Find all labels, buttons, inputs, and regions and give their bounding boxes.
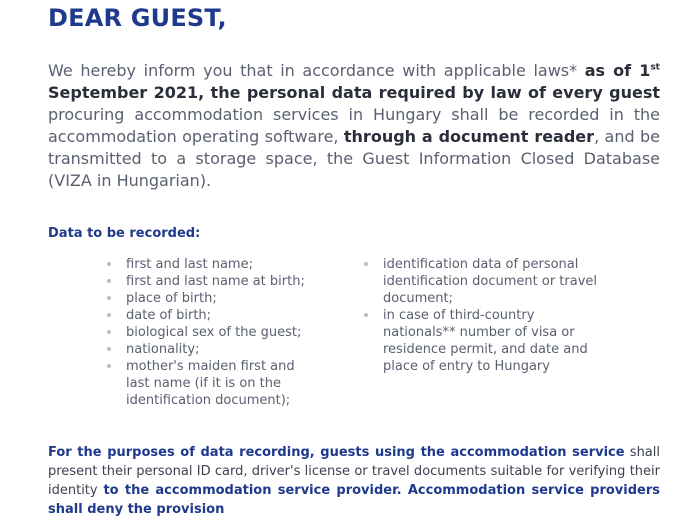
list-item: first and last name; bbox=[105, 256, 320, 273]
list-item: in case of third-country nationals** number of visa or residence permit, and date and place of entry to Hungary bbox=[362, 307, 602, 375]
ordinal-suffix: st bbox=[650, 62, 660, 73]
intro-paragraph bbox=[48, 60, 660, 192]
data-list-right bbox=[362, 256, 602, 375]
intro-text-3: , and be transmitted to a storage space, the Guest Information Closed Database (VIZA in Hungarian). bbox=[48, 127, 661, 190]
data-list-left bbox=[105, 256, 320, 409]
intro-bold-reader: through a document reader bbox=[343, 127, 595, 146]
bottom-bold-2: to the accommodation service provider. Accommodation service providers shall deny the provision bbox=[48, 483, 660, 517]
intro-text-1: We hereby inform you that in accordance with applicable laws* bbox=[48, 61, 578, 80]
list-item: identification data of personal identification document or travel document; bbox=[362, 256, 602, 307]
data-section-title: Data to be recorded: bbox=[48, 226, 201, 241]
bottom-bold-1: For the purposes of data recording, guests using the accommodation service bbox=[48, 445, 625, 460]
intro-bold-date-post: September 2021, the personal data required by law of every guest bbox=[48, 83, 660, 102]
list-item: biological sex of the guest; bbox=[105, 324, 320, 341]
intro-bold-date-pre: as of 1 bbox=[584, 61, 651, 80]
intro-text-2: procuring accommodation services in Hungary shall be recorded in the accommodation operating software, bbox=[48, 105, 660, 146]
bottom-text-1: shall present their personal ID card, driver's license or travel documents suitable for verifying their identity bbox=[48, 445, 660, 498]
presentation-paragraph bbox=[48, 443, 660, 519]
list-item: place of birth; bbox=[105, 290, 320, 307]
greeting-heading: DEAR GUEST, bbox=[48, 4, 227, 32]
list-item: mother's maiden first and last name (if it is on the identification document); bbox=[105, 358, 320, 409]
list-item: first and last name at birth; bbox=[105, 273, 320, 290]
list-item: date of birth; bbox=[105, 307, 320, 324]
list-item: nationality; bbox=[105, 341, 320, 358]
